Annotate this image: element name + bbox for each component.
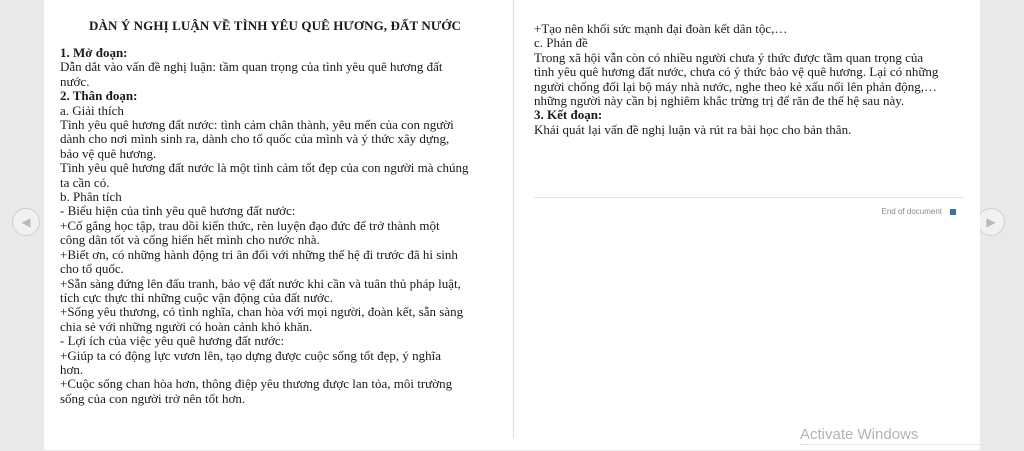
text-line: tình yêu quê hương đất nước, chưa có ý thức bảo vệ quê hương. Lại có những bbox=[534, 64, 939, 80]
text-line: Khái quát lại vấn đề nghị luận và rút ra bài học cho bản thân. bbox=[534, 121, 852, 137]
text-line: Tình yêu quê hương đất nước: tình cảm chân thành, yêu mến của con người bbox=[60, 117, 454, 133]
text-line: +Giúp ta có động lực vươn lên, tạo dựng được cuộc sống tốt đẹp, ý nghĩa bbox=[60, 347, 442, 363]
text-line: nước. bbox=[60, 73, 90, 89]
text-line: a. Giải thích bbox=[60, 102, 124, 118]
document-page bbox=[44, 0, 980, 450]
text-line: bảo vệ quê hương. bbox=[60, 145, 157, 161]
activate-windows-watermark: Activate Windows bbox=[800, 426, 919, 443]
text-line: những người này cần bị nghiêm khắc trừng trị để răn đe thế hệ sau này. bbox=[534, 93, 905, 109]
text-line: tích cực thực thi những cuộc vận động của đất nước. bbox=[60, 289, 333, 305]
section-heading: 1. Mở đoạn: bbox=[60, 45, 128, 60]
text-line: +Cố gắng học tập, trau dồi kiến thức, rèn luyện đạo đức để trở thành một bbox=[60, 217, 440, 233]
section-heading: 3. Kết đoạn: bbox=[534, 107, 603, 123]
right-column bbox=[534, 22, 964, 137]
chevron-left-icon: ◀ bbox=[21, 215, 31, 229]
next-page-button[interactable] bbox=[977, 208, 1005, 236]
end-of-document-label: End of document bbox=[881, 207, 942, 216]
text-line: dành cho nơi mình sinh ra, dành cho tổ quốc của mình và ý thức xây dựng, bbox=[60, 131, 450, 147]
text-line: +Sẵn sàng đứng lên đấu tranh, bảo vệ đất nước khi cần và tuân thủ pháp luật, bbox=[60, 275, 461, 291]
text-line: - Biểu hiện của tình yêu quê hương đất nước: bbox=[60, 203, 296, 219]
text-line: Dẫn dắt vào vấn đề nghị luận: tầm quan trọng của tình yêu quê hương đất bbox=[60, 59, 443, 75]
text-line: +Tạo nên khối sức mạnh đại đoàn kết dân tộc,… bbox=[534, 21, 788, 36]
text-line: công dân tốt và cống hiến hết mình cho nước nhà. bbox=[60, 232, 320, 248]
right-column-text bbox=[534, 22, 964, 137]
text-line: +Sống yêu thương, có tình nghĩa, chan hòa với mọi người, đoàn kết, sẵn sàng bbox=[60, 304, 464, 320]
text-line: b. Phân tích bbox=[60, 189, 122, 205]
section-heading: 2. Thân đoạn: bbox=[60, 88, 138, 104]
text-line: Tình yêu quê hương đất nước là một tình cảm tốt đẹp của con người mà chúng bbox=[60, 160, 469, 176]
text-line: người chống đối lại bộ máy nhà nước, nghe theo kẻ xấu nổi lên phản động,… bbox=[534, 78, 937, 94]
previous-page-button[interactable] bbox=[12, 208, 40, 236]
text-line: Trong xã hội vẫn còn có nhiều người chưa ý thức được tầm quan trọng của bbox=[534, 49, 924, 65]
end-marker-icon bbox=[950, 209, 956, 215]
text-line: - Lợi ích của việc yêu quê hương đất nước: bbox=[60, 333, 285, 349]
text-line: sống của con người trở nên tốt hơn. bbox=[60, 390, 246, 406]
text-line: +Biết ơn, có những hành động tri ân đối với những thế hệ đi trước đã hi sinh bbox=[60, 246, 458, 262]
end-of-document-row bbox=[534, 197, 964, 224]
text-line: cho tổ quốc. bbox=[60, 261, 124, 277]
text-line: c. Phản đề bbox=[534, 35, 588, 51]
chevron-right-icon: ▶ bbox=[986, 215, 996, 229]
text-line: ta cần có. bbox=[60, 174, 110, 190]
left-column bbox=[60, 18, 490, 406]
text-line: hơn. bbox=[60, 361, 84, 377]
column-divider bbox=[513, 0, 514, 438]
text-line: +Cuộc sống chan hòa hơn, thông điệp yêu thương được lan tỏa, môi trường bbox=[60, 376, 453, 392]
left-column-text bbox=[60, 46, 490, 406]
text-line: chia sẻ với những người có hoàn cảnh khó khăn. bbox=[60, 318, 313, 334]
document-title: DÀN Ý NGHỊ LUẬN VỀ TÌNH YÊU QUÊ HƯƠNG, ĐẤT NƯỚC bbox=[89, 18, 461, 33]
